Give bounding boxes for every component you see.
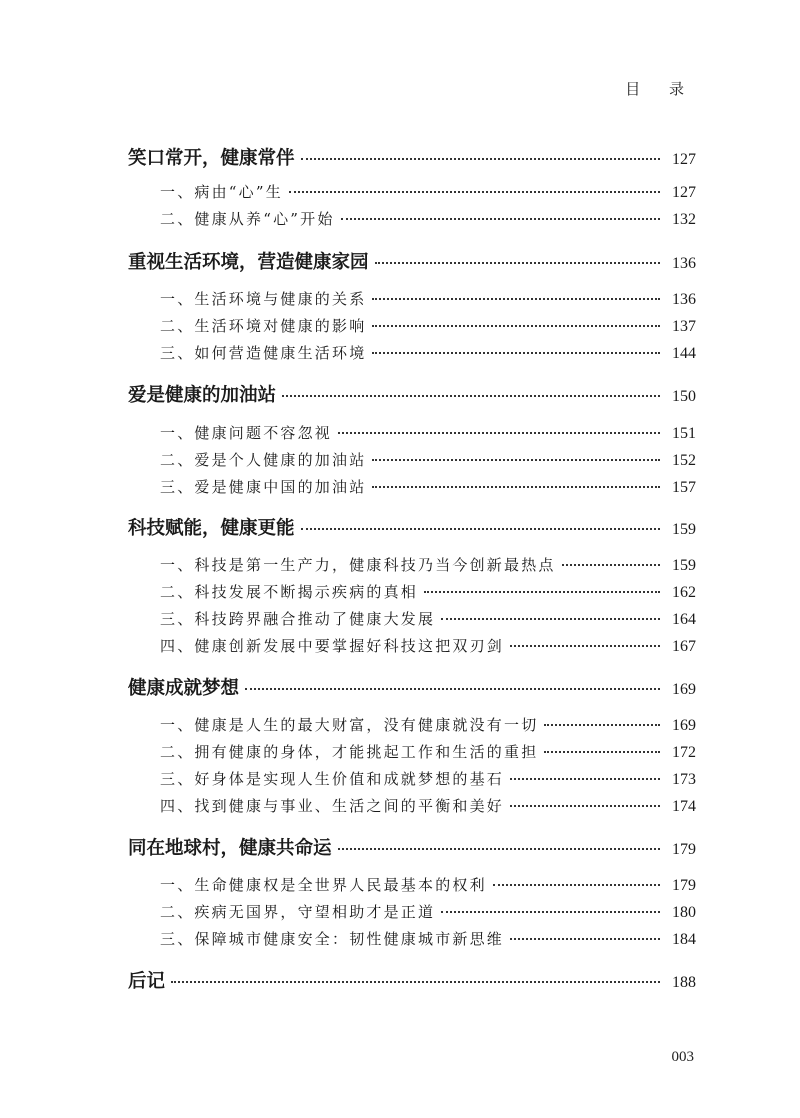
- toc-section[interactable]: [160, 476, 696, 497]
- toc-page-number: 136: [672, 255, 696, 272]
- dot-leader: [510, 803, 660, 807]
- toc-section-title: 二、科技发展不断揭示疾病的真相: [160, 583, 419, 601]
- toc-section[interactable]: [160, 768, 696, 789]
- toc-page-number: 180: [672, 904, 696, 921]
- toc-chapter[interactable]: [128, 967, 696, 993]
- toc-section[interactable]: [160, 554, 696, 575]
- toc-section-title: 三、好身体是实现人生价值和成就梦想的基石: [160, 770, 505, 788]
- dot-leader: [544, 722, 660, 726]
- toc-section-title: 三、如何营造健康生活环境: [160, 344, 367, 362]
- toc-page-number: 159: [672, 521, 696, 538]
- toc-page-number: 172: [672, 744, 696, 761]
- page-folio: 003: [671, 1049, 694, 1065]
- toc-chapter-title: 笑口常开，健康常伴: [128, 148, 295, 169]
- toc-section-title: 一、生命健康权是全世界人民最基本的权利: [160, 876, 487, 894]
- toc-chapter[interactable]: [128, 248, 696, 274]
- toc-chapter-title: 科技赋能，健康更能: [128, 518, 295, 539]
- dot-leader: [375, 260, 660, 264]
- toc-chapter[interactable]: [128, 674, 696, 700]
- dot-leader: [301, 526, 660, 530]
- toc-page-number: 179: [672, 841, 696, 858]
- dot-leader: [493, 882, 660, 886]
- dot-leader: [510, 776, 660, 780]
- toc-page-number: 150: [672, 388, 696, 405]
- dot-leader: [171, 979, 660, 983]
- dot-leader: [372, 296, 660, 300]
- dot-leader: [372, 457, 660, 461]
- dot-leader: [562, 562, 660, 566]
- toc-section[interactable]: [160, 608, 696, 629]
- toc-page-number: 127: [672, 184, 696, 201]
- toc-section-title: 一、生活环境与健康的关系: [160, 290, 367, 308]
- toc-section[interactable]: [160, 288, 696, 309]
- dot-leader: [372, 350, 660, 354]
- toc-section[interactable]: [160, 208, 696, 229]
- toc-section[interactable]: [160, 795, 696, 816]
- toc-page-number: 144: [672, 345, 696, 362]
- toc-section-title: 二、健康从养“心”开始: [160, 210, 335, 228]
- toc-chapter-title: 爱是健康的加油站: [128, 385, 277, 406]
- toc-section[interactable]: [160, 422, 696, 443]
- toc-page-number: 174: [672, 798, 696, 815]
- toc-chapter[interactable]: [128, 834, 696, 860]
- toc-page-number: 184: [672, 931, 696, 948]
- toc-page-number: 167: [672, 638, 696, 655]
- toc-section-title: 四、健康创新发展中要掌握好科技这把双刃剑: [160, 637, 505, 655]
- toc-chapter-title: 同在地球村，健康共命运: [128, 838, 332, 859]
- toc-page-number: 169: [672, 681, 696, 698]
- toc-section[interactable]: [160, 342, 696, 363]
- toc-section[interactable]: [160, 449, 696, 470]
- dot-leader: [289, 189, 660, 193]
- toc-page-number: 162: [672, 584, 696, 601]
- toc-section-title: 二、生活环境对健康的影响: [160, 317, 367, 335]
- toc-page-number: 132: [672, 211, 696, 228]
- toc-section[interactable]: [160, 874, 696, 895]
- toc-section-title: 二、拥有健康的身体，才能挑起工作和生活的重担: [160, 743, 539, 761]
- toc-page-number: 152: [672, 452, 696, 469]
- toc-page-number: 151: [672, 425, 696, 442]
- toc-section[interactable]: [160, 714, 696, 735]
- toc-section-title: 三、科技跨界融合推动了健康大发展: [160, 610, 436, 628]
- toc-page-number: 188: [672, 974, 696, 991]
- toc-page-number: 173: [672, 771, 696, 788]
- toc-section[interactable]: [160, 635, 696, 656]
- toc-page-number: 127: [672, 151, 696, 168]
- toc-section-title: 一、病由“心”生: [160, 183, 283, 201]
- dot-leader: [341, 216, 660, 220]
- dot-leader: [372, 484, 660, 488]
- dot-leader: [372, 323, 660, 327]
- toc-chapter[interactable]: [128, 381, 696, 407]
- dot-leader: [510, 643, 660, 647]
- toc-section[interactable]: [160, 901, 696, 922]
- toc-section-title: 二、疾病无国界，守望相助才是正道: [160, 903, 436, 921]
- toc-chapter-title: 后记: [128, 971, 166, 992]
- toc-section[interactable]: [160, 181, 696, 202]
- dot-leader: [338, 430, 660, 434]
- dot-leader: [338, 846, 660, 850]
- dot-leader: [424, 589, 660, 593]
- toc-chapter-title: 重视生活环境，营造健康家园: [128, 252, 369, 273]
- running-head: 目 录: [625, 80, 696, 98]
- toc-page-number: 157: [672, 479, 696, 496]
- toc-chapter[interactable]: [128, 514, 696, 540]
- toc-page-number: 159: [672, 557, 696, 574]
- toc-page-number: 137: [672, 318, 696, 335]
- dot-leader: [441, 909, 660, 913]
- dot-leader: [544, 749, 660, 753]
- dot-leader: [282, 393, 660, 397]
- toc-section-title: 三、爱是健康中国的加油站: [160, 478, 367, 496]
- toc-section-title: 一、健康问题不容忽视: [160, 424, 333, 442]
- toc-section[interactable]: [160, 741, 696, 762]
- toc-section-title: 一、科技是第一生产力，健康科技乃当今创新最热点: [160, 556, 556, 574]
- toc-section-title: 四、找到健康与事业、生活之间的平衡和美好: [160, 797, 505, 815]
- toc-section-title: 二、爱是个人健康的加油站: [160, 451, 367, 469]
- toc-section[interactable]: [160, 928, 696, 949]
- toc-chapter[interactable]: [128, 144, 696, 170]
- toc-chapter-title: 健康成就梦想: [128, 678, 240, 699]
- toc-section[interactable]: [160, 581, 696, 602]
- toc-page-number: 164: [672, 611, 696, 628]
- toc-page-number: 136: [672, 291, 696, 308]
- toc-page-number: 169: [672, 717, 696, 734]
- toc-section[interactable]: [160, 315, 696, 336]
- dot-leader: [245, 686, 660, 690]
- toc-section-title: 一、健康是人生的最大财富，没有健康就没有一切: [160, 716, 539, 734]
- dot-leader: [441, 616, 660, 620]
- toc-page-number: 179: [672, 877, 696, 894]
- dot-leader: [510, 936, 660, 940]
- toc-section-title: 三、保障城市健康安全：韧性健康城市新思维: [160, 930, 505, 948]
- dot-leader: [301, 156, 660, 160]
